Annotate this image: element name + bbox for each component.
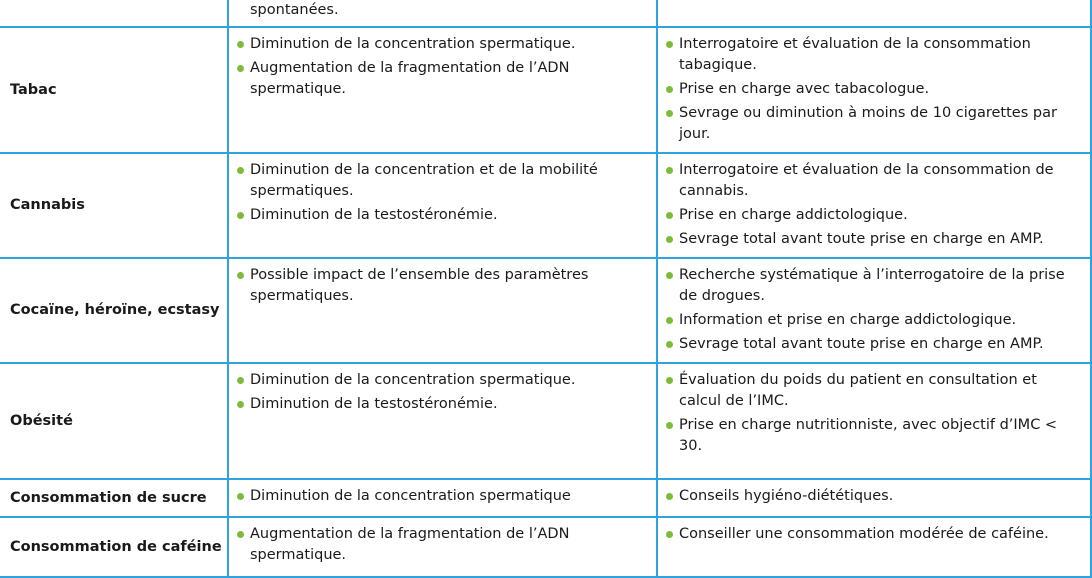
actions-list xyxy=(666,524,1078,545)
impact-list xyxy=(237,524,646,566)
bullet-icon xyxy=(237,272,244,279)
bullet-icon xyxy=(237,41,244,48)
actions-text: Sevrage ou diminution à moins de 10 cigarettes par jour. xyxy=(679,105,1057,142)
impact-text: spontanées. xyxy=(250,2,339,18)
list-item xyxy=(237,370,646,391)
action-cell xyxy=(657,153,1091,258)
list-item xyxy=(666,524,1078,545)
list-item xyxy=(666,79,1078,100)
list-item xyxy=(666,103,1078,145)
impact-text: Augmentation de la fragmentation de l’ADN spermatique. xyxy=(250,526,570,563)
bullet-icon xyxy=(666,422,673,429)
impact-cell xyxy=(228,517,657,577)
actions-text: Interrogatoire et évaluation de la consommation de cannabis. xyxy=(679,162,1054,199)
impact-list xyxy=(237,486,646,507)
action-cell xyxy=(657,517,1091,577)
list-item xyxy=(237,160,646,202)
list-item xyxy=(666,265,1078,307)
bullet-icon xyxy=(666,317,673,324)
list-item xyxy=(666,310,1078,331)
impact-text: Diminution de la concentration et de la mobilité spermatiques. xyxy=(250,162,598,199)
actions-text: Recherche systématique à l’interrogatoire de la prise de drogues. xyxy=(679,267,1065,304)
impact-cell xyxy=(228,363,657,479)
list-item xyxy=(666,34,1078,76)
bullet-icon xyxy=(237,401,244,408)
factor-cell: Tabac xyxy=(0,27,228,153)
list-item xyxy=(666,415,1078,457)
list-item xyxy=(666,370,1078,412)
impact-cell xyxy=(228,258,657,363)
bullet-icon xyxy=(666,236,673,243)
impact-text: Augmentation de la fragmentation de l’ADN spermatique. xyxy=(250,60,570,97)
actions-text: Conseiller une consommation modérée de caféine. xyxy=(679,526,1049,542)
list-item xyxy=(237,486,646,507)
actions-text: Conseils hygiéno-diététiques. xyxy=(679,488,894,504)
impact-cell xyxy=(228,153,657,258)
impact-text: Diminution de la testostéronémie. xyxy=(250,396,498,412)
bullet-icon xyxy=(666,41,673,48)
factor-cell: Consommation de caféine xyxy=(0,517,228,577)
impact-cell xyxy=(228,27,657,153)
bullet-icon xyxy=(237,531,244,538)
bullet-icon xyxy=(666,212,673,219)
impact-list xyxy=(237,34,646,100)
action-cell xyxy=(657,479,1091,517)
list-item xyxy=(666,205,1078,226)
list-item xyxy=(666,229,1078,250)
actions-list xyxy=(666,160,1078,250)
impact-text: Diminution de la concentration spermatique xyxy=(250,488,571,504)
impact-cell xyxy=(228,479,657,517)
list-item xyxy=(666,334,1078,355)
bullet-icon xyxy=(237,212,244,219)
impact-text: Diminution de la concentration spermatique. xyxy=(250,372,576,388)
action-cell xyxy=(657,27,1091,153)
factor-cell: Cannabis xyxy=(0,153,228,258)
actions-list xyxy=(666,370,1078,457)
table-row xyxy=(0,0,1091,27)
bullet-icon xyxy=(666,86,673,93)
bullet-icon xyxy=(237,493,244,500)
actions-text: Sevrage total avant toute prise en charge en AMP. xyxy=(679,336,1044,352)
table-row xyxy=(0,258,1091,363)
impact-list xyxy=(237,160,646,226)
bullet-icon xyxy=(666,377,673,384)
impact-text: Diminution de la concentration spermatique. xyxy=(250,36,576,52)
bullet-icon xyxy=(666,167,673,174)
factor-cell xyxy=(0,0,228,27)
bullet-icon xyxy=(237,65,244,72)
bullet-icon xyxy=(666,341,673,348)
actions-text: Prise en charge nutritionniste, avec objectif d’IMC < 30. xyxy=(679,417,1058,454)
table-row xyxy=(0,517,1091,577)
list-item xyxy=(237,58,646,100)
actions-text: Information et prise en charge addictologique. xyxy=(679,312,1017,328)
actions-list xyxy=(666,34,1078,145)
impact-text: Possible impact de l’ensemble des paramètres spermatiques. xyxy=(250,267,589,304)
bullet-icon xyxy=(666,531,673,538)
factor-cell: Cocaïne, héroïne, ecstasy xyxy=(0,258,228,363)
actions-text: Évaluation du poids du patient en consultation et calcul de l’IMC. xyxy=(679,372,1037,409)
list-item xyxy=(666,160,1078,202)
table-row xyxy=(0,153,1091,258)
factor-cell: Obésité xyxy=(0,363,228,479)
actions-text: Sevrage total avant toute prise en charge en AMP. xyxy=(679,231,1044,247)
table-row xyxy=(0,363,1091,479)
bullet-icon xyxy=(666,272,673,279)
action-cell xyxy=(657,258,1091,363)
bullet-icon xyxy=(666,493,673,500)
actions-text: Prise en charge avec tabacologue. xyxy=(679,81,930,97)
list-item xyxy=(237,394,646,415)
actions-list xyxy=(666,486,1078,507)
bullet-icon xyxy=(237,167,244,174)
action-cell xyxy=(657,363,1091,479)
table-row xyxy=(0,479,1091,517)
bullet-icon xyxy=(237,377,244,384)
impact-list xyxy=(237,370,646,415)
table-row xyxy=(0,27,1091,153)
bullet-icon xyxy=(666,110,673,117)
list-item xyxy=(237,265,646,307)
impact-cell xyxy=(228,0,657,27)
impact-list xyxy=(237,265,646,307)
list-item xyxy=(237,524,646,566)
action-cell xyxy=(657,0,1091,27)
list-item xyxy=(237,205,646,226)
actions-text: Prise en charge addictologique. xyxy=(679,207,908,223)
list-item xyxy=(237,34,646,55)
actions-list xyxy=(666,265,1078,355)
actions-text: Interrogatoire et évaluation de la consommation tabagique. xyxy=(679,36,1031,73)
list-item xyxy=(666,486,1078,507)
impact-text: Diminution de la testostéronémie. xyxy=(250,207,498,223)
factor-cell: Consommation de sucre xyxy=(0,479,228,517)
